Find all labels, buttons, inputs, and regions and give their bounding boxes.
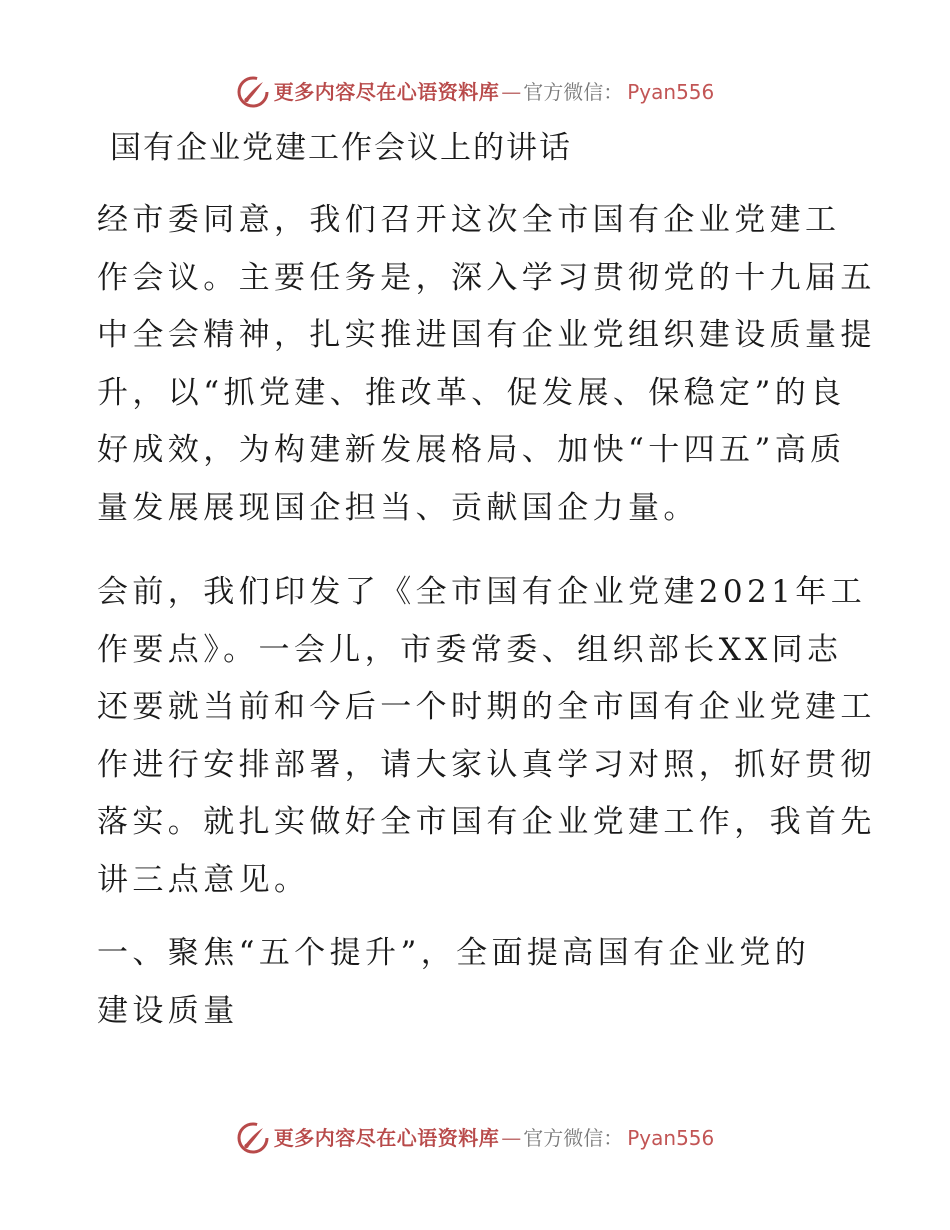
paragraph-2 (97, 564, 876, 910)
text-line: 作进行安排部署，请大家认真学习对照，抓好贯彻 (97, 746, 876, 783)
text-line: 一、聚焦“五个提升”，全面提高国有企业党的 (97, 935, 811, 971)
text-line: 落实。就扎实做好全市国有企业党建工作，我首先 (97, 804, 876, 841)
watermark-footer (0, 1118, 950, 1158)
text-line: 量发展展现国企担当、贡献国企力量。 (97, 489, 699, 526)
watermark-wechat-label: 官方微信： (523, 80, 624, 104)
watermark-header (0, 72, 950, 112)
paragraph-1 (97, 192, 876, 538)
watermark-dash: — (501, 80, 522, 104)
text-line: 建设质量 (97, 992, 239, 1029)
watermark-wechat-id: Pyan556 (627, 80, 715, 104)
text-line: 好成效，为构建新发展格局、加快“十四五”高质 (97, 432, 846, 469)
text-line: 作会议。主要任务是，深入学习贯彻党的十九届五 (97, 259, 876, 296)
section-heading-1 (97, 925, 857, 1040)
watermark-wechat-label: 官方微信： (523, 1126, 624, 1150)
watermark-site-text: 更多内容尽在心语资料库 (273, 1126, 500, 1150)
text-line: 中全会精神，扎实推进国有企业党组织建设质量提 (97, 317, 876, 354)
text-line: 会前，我们印发了《全市国有企业党建2021年工 (97, 574, 867, 610)
text-line: 讲三点意见。 (97, 861, 310, 898)
brush-circle-logo-icon (236, 1121, 270, 1155)
text-line: 升，以“抓党建、推改革、促发展、保稳定”的良 (97, 374, 846, 411)
text-line: 作要点》。一会儿，市委常委、组织部长XX同志 (97, 631, 843, 668)
watermark-dash: — (501, 1126, 522, 1150)
document-title: 国有企业党建工作会议上的讲话 (110, 130, 572, 166)
watermark-wechat-id: Pyan556 (627, 1126, 715, 1150)
text-line: 经市委同意，我们召开这次全市国有企业党建工 (97, 202, 841, 238)
text-line: 还要就当前和今后一个时期的全市国有企业党建工 (97, 689, 876, 726)
brush-circle-logo-icon (236, 75, 270, 109)
watermark-site-text: 更多内容尽在心语资料库 (273, 80, 500, 104)
